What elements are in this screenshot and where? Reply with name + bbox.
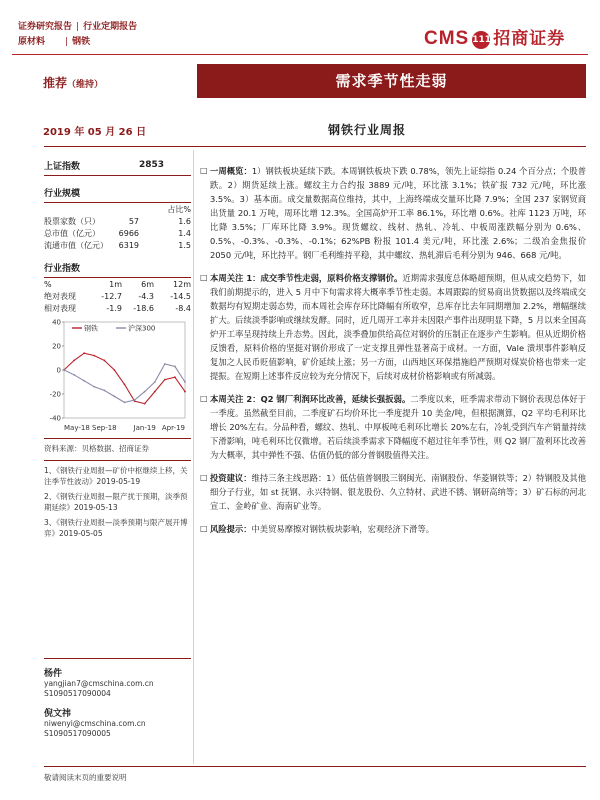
table-row — [44, 227, 191, 239]
data-point — [184, 381, 186, 383]
row-value: 6319 — [118, 240, 139, 250]
cms-logo — [424, 24, 584, 50]
paragraph-text — [210, 471, 586, 513]
data-point — [184, 391, 186, 393]
source-note: 资料来源：贝格数据、招商证券 — [44, 444, 149, 453]
data-point — [114, 396, 116, 398]
index-value: 2853 — [139, 160, 165, 170]
bullet-square-icon: □ — [200, 473, 208, 482]
y-tick-label: 0 — [56, 366, 61, 375]
row-value: -4.3 — [138, 291, 154, 301]
bullet-square-icon: □ — [200, 166, 208, 175]
x-tick-label: Jan-19 — [133, 424, 156, 432]
row-label: 股票家数（只） — [44, 216, 100, 226]
report-body — [200, 164, 586, 545]
col-header: 1m — [109, 279, 122, 289]
report-type: 证券研究报告 — [18, 22, 73, 32]
data-point — [174, 366, 176, 368]
paragraph-lead: 投资建议： — [210, 473, 252, 483]
sidebar — [44, 158, 191, 739]
industry-scale-heading: 行业规模 — [44, 189, 81, 199]
data-point — [63, 369, 65, 371]
row-value: -18.6 — [133, 303, 154, 313]
data-point — [103, 390, 105, 392]
y-tick-label: -40 — [49, 414, 61, 423]
paragraph-body: 二季度以来，旺季需求带动下钢价表现总体好于一季度。虽然截至目前，二季度矿石均价环比一季度提升 10 美金/吨，但根据测算，Q2 平均毛利环比增长 20%左右。分品种看，螺纹、热轧、中厚板吨毛利环比增长 20%左右，冷轧受到汽车产销量持续下滑影响，吨毛利环比仅微增。若后续淡季需求下降幅度不超过往年季节性，则 Q2 钢厂盈利环比改善为大概率，其中弹性不强、估值仍低的部分普钢股值得关注。 — [210, 394, 586, 460]
report-title: 需求季节性走弱 — [197, 64, 586, 98]
chart-divider — [44, 438, 191, 439]
report-type-line: 证券研究报告 | 行业定期报告 — [18, 22, 138, 32]
data-point — [93, 386, 95, 388]
y-tick-label: 40 — [52, 318, 61, 327]
related-divider — [44, 460, 191, 461]
row-value: -14.5 — [170, 291, 191, 301]
index-divider — [44, 175, 191, 176]
related-report-link[interactable]: 3、《钢铁行业周报—淡季预期与限产展开博弈》2019-05-05 — [44, 518, 188, 538]
paragraph-overview — [200, 164, 586, 262]
chart-frame — [64, 322, 185, 418]
row-label: 相对表现 — [44, 303, 76, 313]
paragraph-body: 1）钢铁板块延续下跌。本周钢铁板块下跌 0.78%，领先上证综指 0.24 个百分点；个股普跌。2）期货延续上涨。螺纹主力合约报 3889 元/吨，环比涨 3.1%；铁矿报 732 元/吨，环比涨 3.5%。3）基本面。成交量数据高位维持，其中，上海终端成交量环比降 7.9%；全国 237 家钢贸商出货量 20.1 万吨，周环比增 12.3%。全国高炉开工率 86.1%，环比增 0.6%。社库 1123 万吨，环比降 3.5%；厂库环比降 3.9%。现货螺纹、线材、热轧、冷轧、中板周涨跌幅分别为 0.6%、0.5%、-0.3%、-0.3%、-0.1%；62%PB 粉报 101.4 美元/吨，环比涨 2.6%；二级冶金焦报价 2050 元/吨，环比持平。钢厂毛利维持平稳，其中螺纹、热轧滞后毛利分别为 946、668 元/吨。 — [210, 166, 586, 260]
data-point — [83, 380, 85, 382]
paragraph-text — [210, 271, 586, 383]
data-point — [124, 402, 126, 404]
analyst-email[interactable]: yangjian7@cmschina.com.cn — [44, 679, 154, 688]
row-pct: 1.5 — [178, 240, 191, 250]
analyst-divider — [44, 658, 191, 659]
y-tick-label: -20 — [49, 390, 61, 399]
col-header: % — [44, 279, 52, 289]
x-tick-label: Apr-19 — [161, 424, 185, 432]
paragraph-investment-advice — [200, 471, 586, 513]
paragraph-lead: 风险提示： — [210, 524, 252, 534]
row-value: 57 — [128, 216, 139, 226]
rating — [43, 74, 103, 91]
analyst-list — [44, 666, 191, 739]
relative-performance-chart — [44, 314, 191, 436]
legend-label-csi300: 沪深300 — [128, 324, 156, 333]
report-header — [18, 20, 298, 50]
data-point — [73, 360, 75, 362]
report-date: 2019 年 05 月 26 日 — [43, 127, 147, 138]
paragraph-body: 近期需求强度总体略超预期，但从成交趋势下，如我们前期提示的，进入 5 月中下旬需求将大概率季节性走弱。本周跟踪的贸易商出货数据以及终端成交数据均有短期走弱态势，而本周社会库存环比降幅有所收窄，总库存比去年同期增加 2.2%，增幅继续扩大。后续淡季影响或继续发酵。同时，近几周开工率并未因限产事件出现明显下降，5 月以来全国高炉开工率呈现持续上升态势。因此，淡季叠加供给高位对钢价的压制正在逐步产生影响。但从近期价格反馈看，原料价格的坚挺对钢价形成了一定支撑且弹性显著高于成材。一方面，Vale 溃坝事件影响反复加之人民币贬值影响，矿价延续上涨；另一方面，山西地区环保措施趋严预期对煤炭价格也带来一定提振。在短期上述事件反应较为充分情况下，后续对成材价格影响或有所减弱。 — [210, 273, 586, 381]
industry-index-heading: 行业指数 — [44, 264, 81, 274]
data-point — [154, 381, 156, 383]
paragraph-lead: 一周概览： — [210, 166, 252, 176]
y-tick-label: 20 — [52, 342, 61, 351]
sector-line: 原材料 | 钢铁 — [18, 37, 91, 47]
data-point — [73, 374, 75, 376]
logo-badge-icon: 111 — [472, 31, 490, 49]
paragraph-risk — [200, 522, 586, 536]
analyst-email[interactable]: niwenyi@cmschina.com.cn — [44, 719, 146, 728]
data-point — [124, 384, 126, 386]
table-row — [44, 215, 191, 227]
column-divider — [193, 150, 194, 764]
series-line-csi300 — [64, 364, 185, 402]
bullet-square-icon: □ — [200, 273, 208, 282]
data-point — [114, 369, 116, 371]
paragraph-lead: 本周关注 2：Q2 钢厂利润环比改善，延续长强扳弱。 — [210, 394, 411, 404]
row-value: -8.4 — [175, 303, 191, 313]
footer-note: 敬请阅读末页的重要说明 — [44, 773, 127, 782]
rating-label: 推荐 — [43, 76, 68, 90]
analyst-cert: S1090517090005 — [44, 729, 111, 738]
data-point — [164, 363, 166, 365]
row-value: 6966 — [118, 228, 139, 238]
related-report-link[interactable]: 1、《钢铁行业周报—矿价中枢继续上移，关注季节性波动》2019-05-19 — [44, 466, 188, 486]
paragraph-text — [210, 522, 586, 536]
col-header: 6m — [141, 279, 154, 289]
data-point — [174, 376, 176, 378]
x-tick-label: Sep-18 — [92, 424, 117, 432]
series-line-steel — [64, 353, 185, 403]
industry-scale-header-row — [44, 203, 191, 215]
table-row — [44, 239, 191, 251]
data-point — [164, 379, 166, 381]
analyst-cert: S1090517090004 — [44, 689, 111, 698]
index-label: 上证指数 — [44, 161, 81, 172]
data-point — [134, 399, 136, 401]
pct-column-header: 占比% — [167, 204, 191, 214]
rating-sub: （维持） — [67, 80, 104, 90]
table-row — [44, 290, 191, 302]
logo-cms-text: CMS — [424, 28, 470, 49]
analyst-name: 杨件 — [44, 669, 63, 679]
row-pct: 1.4 — [178, 228, 191, 238]
paragraph-focus-1 — [200, 271, 586, 383]
row-pct: 1.6 — [178, 216, 191, 226]
index-row — [44, 158, 191, 172]
col-header: 12m — [173, 279, 191, 289]
row-value: -1.9 — [106, 303, 122, 313]
data-point — [144, 391, 146, 393]
data-point — [154, 391, 156, 393]
paragraph-text — [210, 392, 586, 462]
data-point — [83, 352, 85, 354]
bullet-square-icon: □ — [200, 394, 208, 403]
report-subtype: 行业定期报告 — [83, 22, 138, 32]
row-label: 流通市值（亿元） — [44, 240, 108, 250]
row-label: 绝对表现 — [44, 291, 76, 301]
header-divider — [12, 54, 588, 55]
analyst-name: 倪文祎 — [44, 709, 72, 719]
report-subtitle: 钢铁行业周报 — [328, 123, 407, 137]
row-label: 总市值（亿元） — [44, 228, 100, 238]
paragraph-text — [210, 164, 586, 262]
paragraph-body: 维持三条主线思路：1）低估值普钢股三钢闽光、南钢股份、华菱钢铁等；2）特钢股及其他细分子行业，如 st 抚钢、永兴特钢、银龙股份、久立特材、武进不锈、钢研高纳等；3）矿石标的河北宣工、金岭矿业、海南矿业等。 — [210, 473, 586, 511]
paragraph-lead: 本周关注 1：成交季节性走弱，原料价格支撑钢价。 — [210, 273, 403, 283]
x-tick-label: May-18 — [64, 424, 90, 432]
paragraph-body: 中美贸易摩擦对钢铁板块影响，宏观经济下滑等。 — [251, 524, 435, 534]
row-value: -12.7 — [101, 291, 122, 301]
data-point — [93, 355, 95, 357]
logo-cn-text: 招商证券 — [493, 29, 566, 49]
bullet-square-icon: □ — [200, 524, 208, 533]
related-report-link[interactable]: 2、《钢铁行业周报—限产扰于预期，淡季预期延续》2019-05-13 — [44, 492, 188, 512]
data-point — [103, 360, 105, 362]
industry-name: 钢铁 — [72, 37, 91, 47]
data-point — [144, 403, 146, 405]
industry-index-header-row — [44, 278, 191, 290]
date-divider — [44, 146, 586, 147]
paragraph-focus-2 — [200, 392, 586, 462]
table-row — [44, 302, 191, 314]
industry-scale-table — [44, 215, 191, 251]
footer-divider — [44, 766, 586, 767]
sector-name: 原材料 — [18, 37, 46, 47]
legend-label-steel: 钢铁 — [84, 324, 98, 333]
related-reports — [44, 465, 191, 539]
